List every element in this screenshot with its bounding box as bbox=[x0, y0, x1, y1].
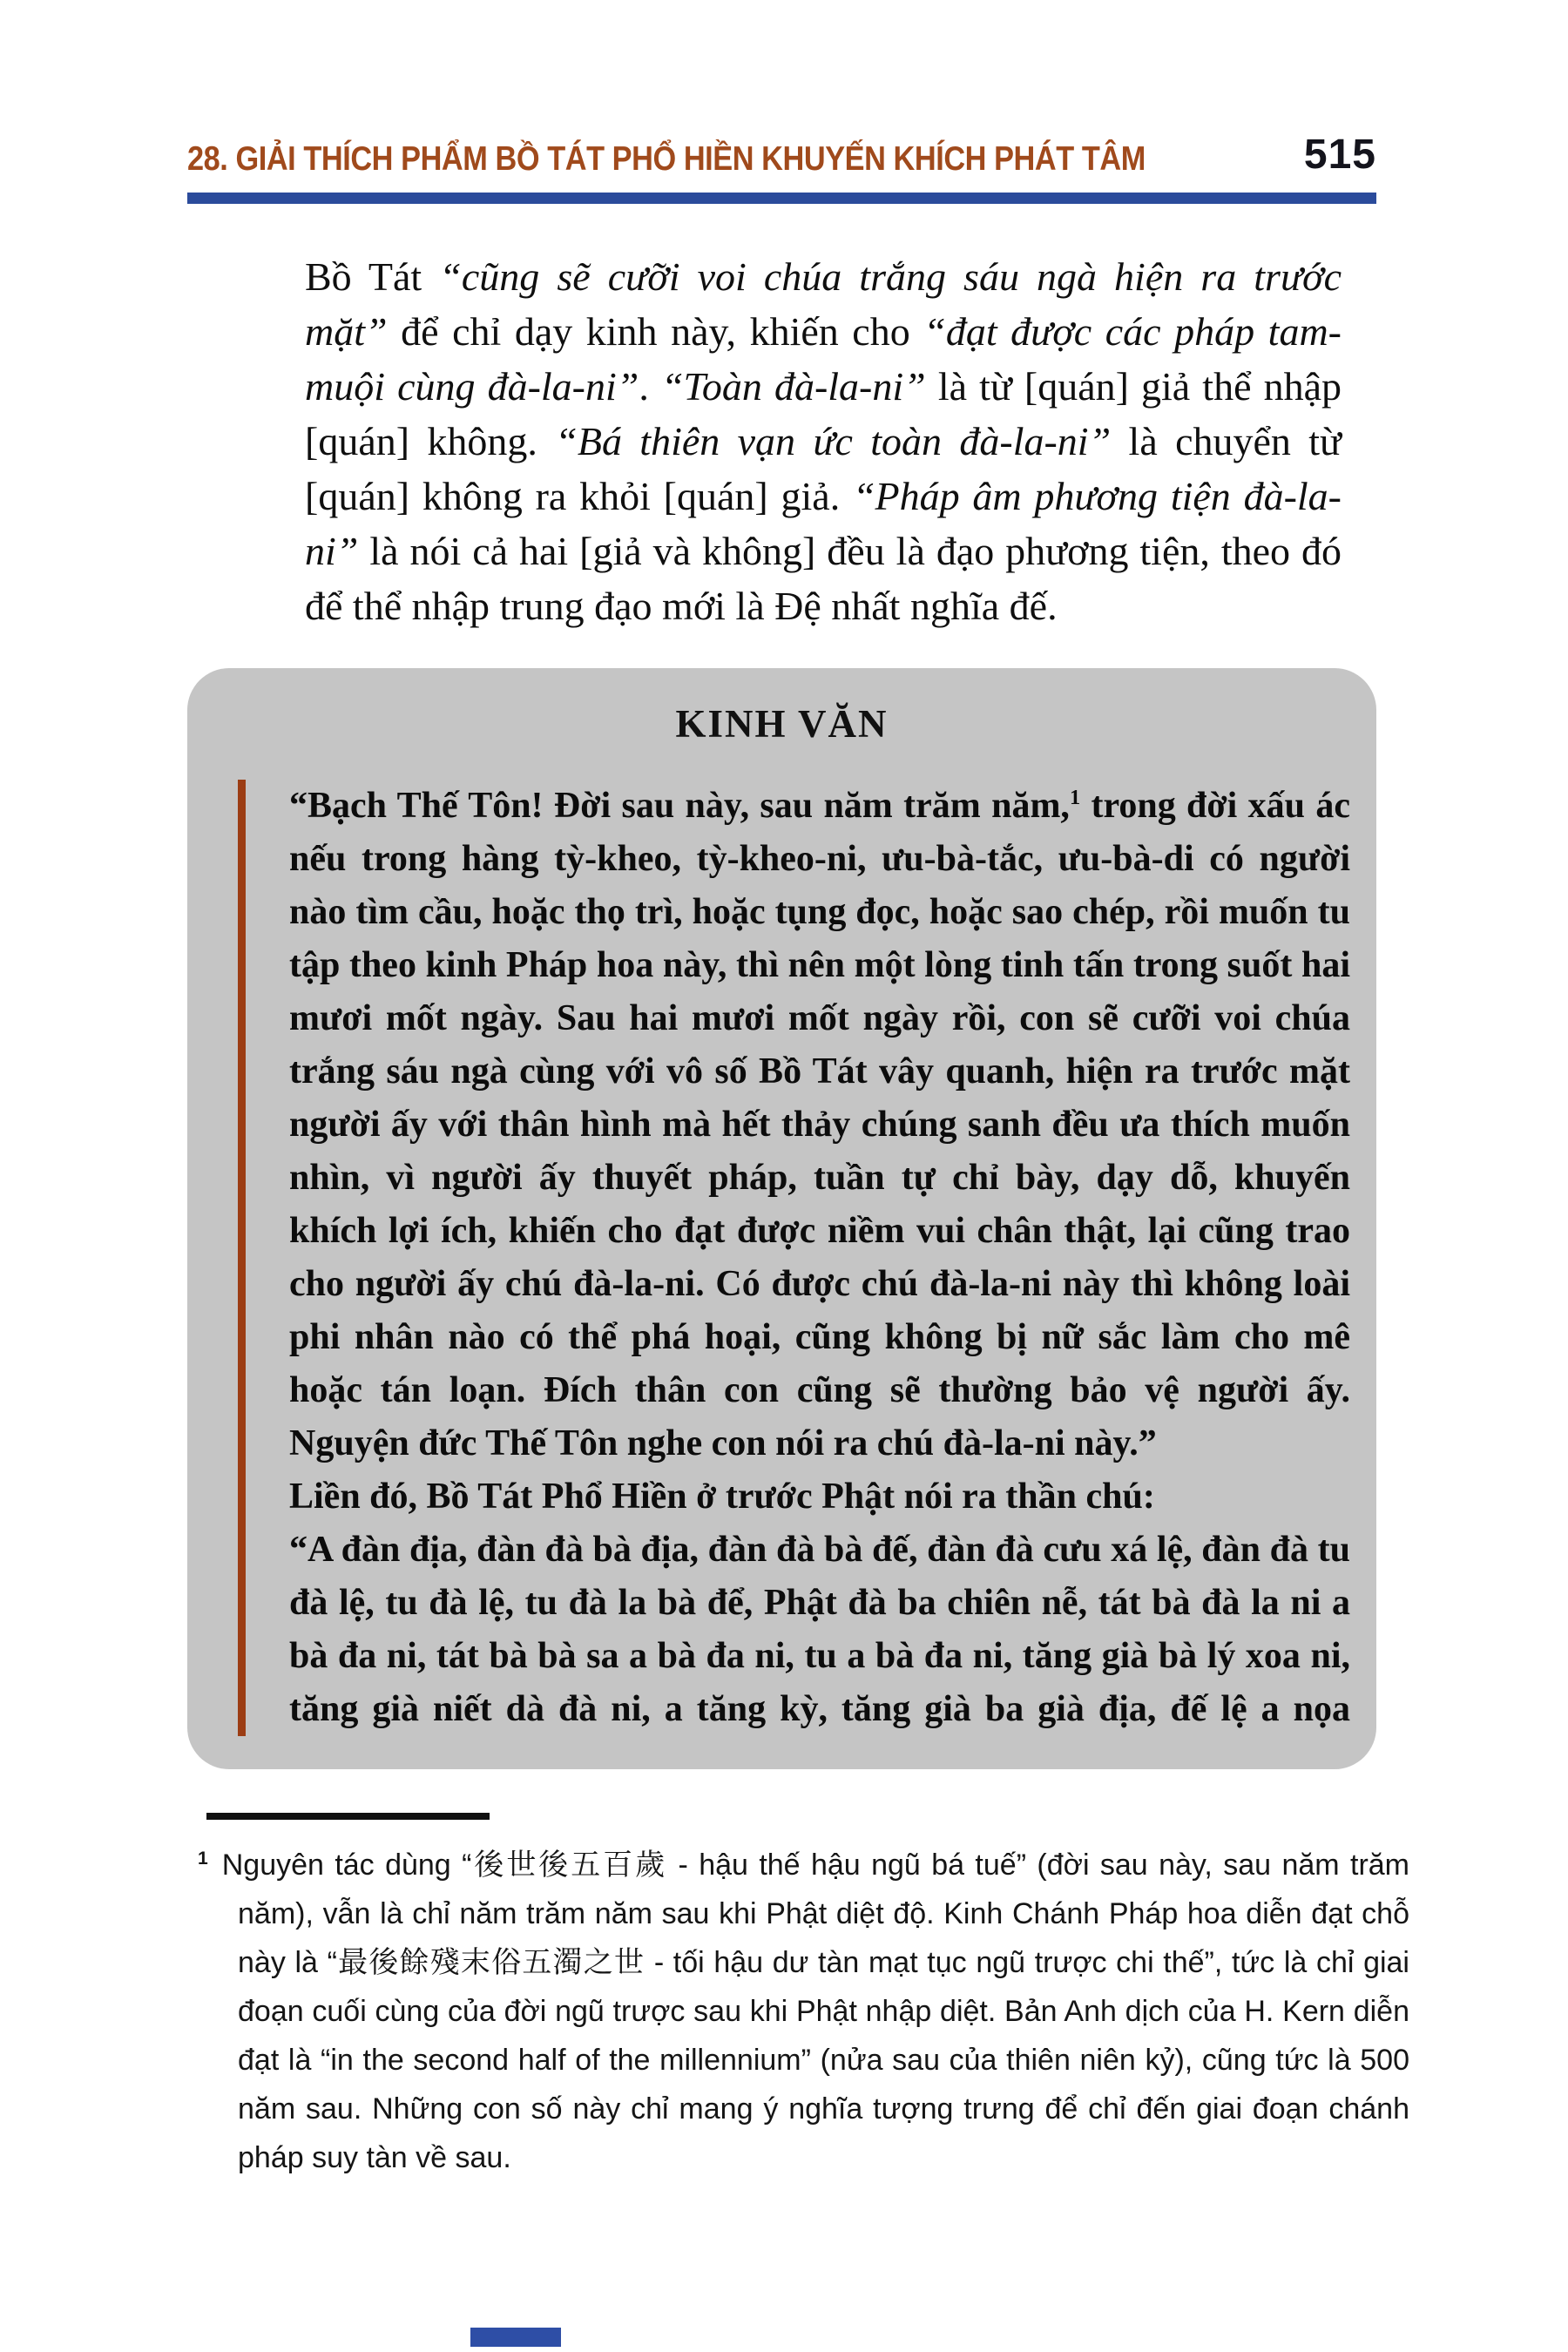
scripture-quote-block bbox=[238, 780, 1350, 1736]
header-rule bbox=[187, 193, 1376, 204]
chapter-title: 28. GIẢI THÍCH PHẨM BỒ TÁT PHỔ HIỀN KHUYẾN KHÍCH PHÁT TÂM bbox=[187, 140, 1146, 178]
kinh-van-panel bbox=[187, 668, 1376, 1769]
footnote-entry bbox=[187, 1841, 1409, 2182]
footnote-marker: 1 bbox=[198, 1848, 208, 1869]
footnote-reference: 1 bbox=[1069, 786, 1081, 809]
scripture-paragraph-1 bbox=[289, 780, 1350, 1470]
running-header bbox=[187, 131, 1376, 179]
kinh-van-heading: KINH VĂN bbox=[675, 702, 889, 746]
footnote-separator-rule bbox=[206, 1813, 490, 1820]
scripture-paragraph-1-text: “Bạch Thế Tôn! Đời sau này, sau năm trăm năm, bbox=[289, 786, 1070, 826]
commentary-paragraph: Bồ Tát “cũng sẽ cưỡi voi chúa trắng sáu ngà hiện ra trước mặt” để chỉ dạy kinh này, khiến cho “đạt được các pháp tam-muội cùng đà-la-ni”. “Toàn đà-la-ni” là từ [quán] giả thể nhập [quán] không. “Bá thiên vạn ức toàn đà-la-ni” là chuyển từ [quán] không ra khỏi [quán] giả. “Pháp âm phương tiện đà-la-ni” là nói cả hai [giả và không] đều là đạo phương tiện, theo đó để thể nhập trung đạo mới là Đệ nhất nghĩa đế. bbox=[305, 254, 1342, 628]
scripture-paragraph-2: Liền đó, Bồ Tát Phổ Hiền ở trước Phật nói ra thần chú: bbox=[289, 1477, 1155, 1517]
scripture-paragraph-1-continuation: trong đời xấu ác nếu trong hàng tỳ-kheo, tỳ-kheo-ni, ưu-bà-tắc, ưu-bà-di có người nào tìm cầu, hoặc thọ trì, hoặc tụng đọc, hoặc sao chép, rồi muốn tu tập theo kinh Pháp hoa này, thì nên một lòng tinh tấn trong suốt hai mươi mốt ngày. Sau hai mươi mốt ngày rồi, con sẽ cưỡi voi chúa trắng sáu ngà cùng với vô số Bồ Tát vây quanh, hiện ra trước mặt người ấy với thân hình mà hết thảy chúng sanh đều ưa thích muốn nhìn, vì người ấy thuyết pháp, tuần tự chỉ bày, dạy dỗ, khuyến khích lợi ích, khiến cho đạt được niềm vui chân thật, lại cũng trao cho người ấy chú đà-la-ni. Có được chú đà-la-ni này thì không loài phi nhân nào có thể phá hoại, cũng không bị nữ sắc làm cho mê hoặc tán loạn. Đích thân con cũng sẽ thường bảo vệ người ấy. Nguyện đức Thế Tôn nghe con nói ra chú đà-la-ni này.” bbox=[289, 786, 1350, 1463]
footnote-section bbox=[187, 1813, 1409, 2182]
page-content bbox=[187, 131, 1409, 2182]
scripture-paragraph-3-mantra: “A đàn địa, đàn đà bà địa, đàn đà bà đế, đàn đà cưu xá lệ, đàn đà tu đà lệ, tu đà lệ, tu đà la bà để, Phật đà ba chiên nễ, tát bà đà la ni a bà đa ni, tát bà bà sa a bà đa ni, tu a bà đa ni, tăng già bà lý xoa ni, tăng già niết dà đà ni, a tăng kỳ, tăng già ba già địa, đế lệ a nọa bbox=[289, 1530, 1350, 1729]
bottom-blue-marker bbox=[470, 2328, 561, 2347]
footnote-text: Nguyên tác dùng “後世後五百歲 - hậu thế hậu ngũ bá tuế” (đời sau này, sau năm trăm năm), vẫn là chỉ năm trăm năm sau khi Phật diệt độ. Kinh Chánh Pháp hoa diễn đạt chỗ này là “最後餘殘末俗五濁之世 - tối hậu dư tàn mạt tục ngũ trược chi thế”, tức là chỉ giai đoạn cuối cùng của đời ngũ trược sau khi Phật nhập diệt. Bản Anh dịch của H. Kern diễn đạt là “in the second half of the millennium” (nửa sau của thiên niên kỷ), cũng tức là 500 năm sau. Những con số này chỉ mang ý nghĩa tượng trưng để chỉ đến giai đoạn chánh pháp suy tàn về sau. bbox=[221, 1848, 1409, 2174]
page-number: 515 bbox=[1303, 132, 1376, 178]
